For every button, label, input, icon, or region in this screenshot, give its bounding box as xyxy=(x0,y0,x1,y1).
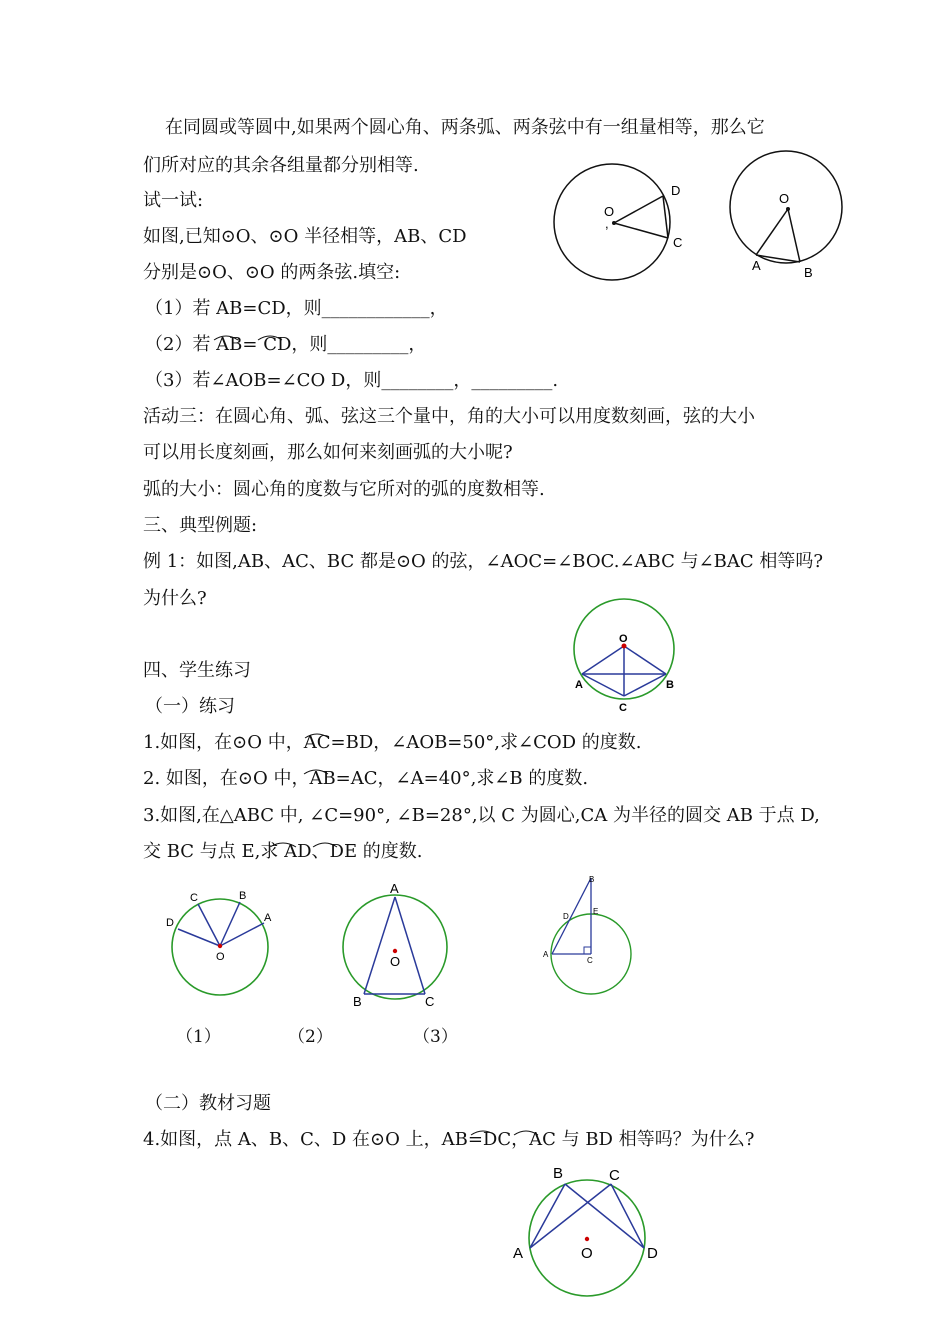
label-a-right: A xyxy=(752,258,761,273)
chord-ac xyxy=(530,1184,611,1248)
label-c: C xyxy=(609,1167,620,1184)
subsection-textbook: （二）教材习题 xyxy=(145,1093,271,1114)
caption-figure-1: （1） xyxy=(176,1027,221,1047)
chord-ab xyxy=(364,897,395,994)
label-c: C xyxy=(619,702,627,714)
caption-figure-3: （3） xyxy=(413,1027,458,1047)
question-1: （1）若 AB=CD，则____________， xyxy=(145,298,448,319)
activity-line-1: 活动三：在圆心角、弧、弦这三个量中，角的大小可以用度数刻画，弦的大小 xyxy=(143,406,755,427)
label-b: B xyxy=(239,890,247,902)
label-o: O xyxy=(216,951,225,963)
theorem-line-2: 们所对应的其余各组量都分别相等. xyxy=(143,155,419,176)
label-a: A xyxy=(264,912,272,924)
radius-ob xyxy=(788,209,800,262)
label-c: C xyxy=(425,994,435,1009)
label-c-left: C xyxy=(673,235,683,250)
exercise-1: 1.如图，在⊙O 中，AC=BD，∠AOB=50°,求∠COD 的度数. xyxy=(143,732,642,753)
label-d: D xyxy=(647,1245,658,1262)
radius-oa xyxy=(582,646,624,674)
center-dot xyxy=(612,221,616,225)
circle-right xyxy=(730,151,842,263)
label-comma: , xyxy=(605,216,609,231)
figure-two-circles xyxy=(550,148,850,288)
arc-measure: 弧的大小：圆心角的度数与它所对的弧的度数相等. xyxy=(143,479,545,500)
center-dot xyxy=(218,944,222,948)
figure-example-1 xyxy=(565,592,695,722)
try-line-2: 分别是⊙O、⊙O 的两条弦.填空: xyxy=(143,262,401,283)
label-o-left: O xyxy=(604,204,615,219)
radius-oc xyxy=(198,904,220,946)
figure-exercise-3 xyxy=(540,870,640,1000)
label-a: A xyxy=(513,1245,524,1262)
label-b: B xyxy=(666,679,674,691)
label-c: C xyxy=(190,892,198,904)
radius-oa xyxy=(756,209,788,255)
exercise-3-line-2: 交 BC 与点 E,求 AD、DE 的度数. xyxy=(143,841,423,862)
center-dot xyxy=(585,1237,589,1241)
chord-bd xyxy=(565,1184,644,1248)
label-o: O xyxy=(581,1245,593,1262)
label-b-right: B xyxy=(804,265,813,280)
label-d: D xyxy=(563,912,569,921)
label-d-left: D xyxy=(671,183,681,198)
caption-figure-2: （2） xyxy=(288,1027,333,1047)
example-1-line-1: 例 1：如图,AB、AC、BC 都是⊙O 的弦，∠AOC=∠BOC.∠ABC 与∠BAC 相等吗? xyxy=(143,551,824,572)
center-dot xyxy=(786,207,790,211)
try-line-1: 如图,已知⊙O、⊙O 半径相等，AB、CD xyxy=(143,226,467,247)
figure-exercise-4 xyxy=(508,1160,678,1300)
question-3: （3）若∠AOB=∠CO D，则________，_________. xyxy=(145,370,559,391)
label-o: O xyxy=(390,954,401,969)
radius-od xyxy=(614,196,663,223)
chord-ac xyxy=(395,897,425,994)
label-o: O xyxy=(619,633,628,645)
exercise-2: 2. 如图，在⊙O 中，AB=AC，∠A=40°,求∠B 的度数. xyxy=(143,768,589,789)
exercise-4: 4.如图，点 A、B、C、D 在⊙O 上，AB=DC，AC 与 BD 相等吗？为什么? xyxy=(143,1129,755,1150)
label-e: E xyxy=(593,907,599,916)
radius-od xyxy=(178,929,220,946)
exercise-3-line-1: 3.如图,在△ABC 中, ∠C=90°, ∠B=28°,以 C 为圆心,CA 为半径的圆交 AB 于点 D, xyxy=(143,805,820,826)
radius-oa xyxy=(220,923,264,946)
section-4-title: 四、学生练习 xyxy=(143,660,251,681)
label-b: B xyxy=(589,875,595,884)
try-title: 试一试: xyxy=(143,190,204,211)
label-a: A xyxy=(575,679,583,691)
activity-line-2: 可以用长度刻画，那么如何来刻画弧的大小呢? xyxy=(143,442,513,463)
question-2: （2）若 AB= CD，则_________， xyxy=(145,334,427,355)
label-a: A xyxy=(390,881,399,896)
chord-ab xyxy=(530,1184,565,1248)
radius-ob xyxy=(220,902,240,946)
label-d: D xyxy=(166,917,174,929)
figure-exercise-2 xyxy=(335,876,455,1011)
theorem-line-1: 在同圆或等圆中,如果两个圆心角、两条弧、两条弦中有一组量相等，那么它 xyxy=(165,117,765,138)
figure-exercise-1 xyxy=(160,883,290,1003)
label-c: C xyxy=(587,956,593,965)
section-3-title: 三、典型例题: xyxy=(143,515,258,536)
hypotenuse-ab xyxy=(552,878,591,954)
label-b: B xyxy=(553,1165,564,1182)
radius-ob xyxy=(624,646,666,674)
label-o-right: O xyxy=(779,191,790,206)
circle xyxy=(343,895,447,999)
chord-cd xyxy=(611,1184,644,1248)
subsection-practice: （一）练习 xyxy=(145,696,235,717)
radius-oc xyxy=(614,223,668,238)
example-1-line-2: 为什么? xyxy=(143,588,207,609)
center-dot xyxy=(393,949,397,953)
right-angle-mark xyxy=(584,947,591,954)
label-a: A xyxy=(543,950,549,959)
circle-left xyxy=(554,164,670,280)
label-b: B xyxy=(353,994,362,1009)
